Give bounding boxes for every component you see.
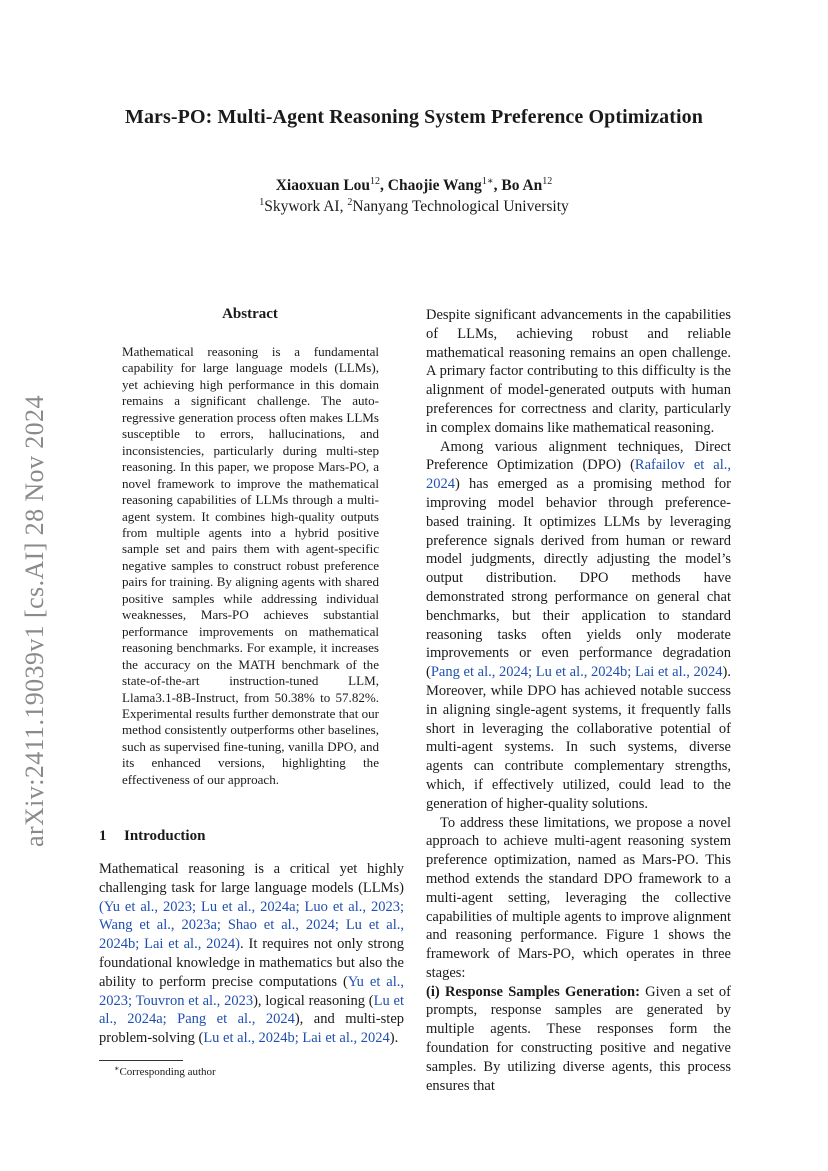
- citation-link[interactable]: Lu et al., 2024b; Lai et al., 2024: [203, 1030, 390, 1047]
- footnote-rule: [99, 1060, 183, 1061]
- arxiv-stamp: arXiv:2411.19039v1 [cs.AI] 28 Nov 2024: [20, 395, 49, 847]
- affil-mark: 2: [347, 197, 353, 208]
- bold-run: (i) Response Samples Generation:: [426, 983, 640, 1000]
- author-affil-mark: 1∗: [481, 176, 494, 187]
- left-column-body: [99, 860, 404, 1048]
- section-heading-introduction: [99, 828, 205, 845]
- abstract-heading: Abstract: [222, 306, 278, 322]
- author-name: Chaojie Wang: [387, 177, 482, 194]
- text-run: Mathematical reasoning is a critical yet highly challenging task for large language models (LLMs): [99, 861, 404, 896]
- footnote: [114, 1064, 216, 1078]
- text-run: ) has emerged as a promising method for improving model behavior through preference-based training. It optimizes LLMs by leveraging preference signals derived from human or reward model judgments, directly adjusting the model’s output distribution. DPO methods have demonstrated strong performance on general chat benchmarks, but their application to standard reasoning tasks often yields only moderate improvements or even performance degradation (: [426, 476, 731, 681]
- affil-mark: 1: [259, 197, 265, 208]
- author-list: Xiaoxuan Lou$^{12}$, Chaojie Wang$^{1∗}$, Bo An$^{12}$: [275, 176, 553, 194]
- footnote-mark: ∗: [114, 1064, 120, 1073]
- author-name: Xiaoxuan Lou: [275, 177, 371, 194]
- author-name: Bo An: [501, 177, 543, 194]
- right-column-body: [426, 306, 731, 1095]
- text-run: Despite significant advancements in the capabilities of LLMs, achieving robust and reliable mathematical reasoning remains an open challenge. A primary factor contributing to this difficulty is the alignment of model-generated outputs with human preferences for correctness and clarity, particularly in complex domains like mathematical reasoning.: [426, 307, 731, 436]
- affiliation-name: Skywork AI: [264, 198, 340, 215]
- citation-link[interactable]: Pang et al., 2024; Lu et al., 2024b; Lai et al., 2024: [430, 664, 723, 681]
- affiliation-list: $^1$Skywork AI, $^2$Nanyang Technological University: [259, 197, 569, 215]
- citation-link[interactable]: Yu et al., 2023; Touvron et al., 2023: [99, 973, 405, 1009]
- affiliation-name: Nanyang Technological University: [352, 198, 569, 215]
- paragraph: [426, 983, 731, 1096]
- section-number: 1: [99, 828, 107, 844]
- author-affil-mark: 12: [542, 176, 553, 187]
- text-run: ), and multi-step problem-solving (: [99, 1011, 404, 1047]
- text-run: ).: [389, 1030, 399, 1047]
- text-run: To address these limitations, we propose a novel approach to achieve multi-agent reasoning system preference optimization, named as Mars-PO. This method extends the standard DPO framework to a multi-agent setting, leveraging the collective capabilities of multiple agents to improve alignment and reasoning performance. Figure 1 shows the framework of Mars-PO, which operates in three stages:: [426, 814, 731, 981]
- paragraph: [426, 814, 731, 983]
- section-title: Introduction: [124, 828, 206, 844]
- text-run: ). Moreover, while DPO has achieved notable success in aligning single-agent systems, it frequently falls short in leveraging the collaborative potential of multi-agent systems. In such systems, diverse agents can contribute complementary strengths, which, if effectively utilized, could lead to the generation of higher-quality solutions.: [426, 664, 731, 812]
- citation-link[interactable]: Rafailov et al., 2024: [426, 457, 731, 493]
- paragraph: [426, 306, 731, 438]
- citation-link[interactable]: Lu et al., 2024a; Pang et al., 2024: [99, 992, 404, 1028]
- citation-link[interactable]: (Yu et al., 2023; Lu et al., 2024a; Luo et al., 2023; Wang et al., 2023a; Shao et al., 2024; Lu et al., 2024b; Lai et al., 2024): [99, 898, 404, 953]
- text-run: Among various alignment techniques, Direct Preference Optimization (DPO) (: [426, 438, 731, 474]
- abstract-body: Mathematical reasoning is a fundamental capability for large language models (LLMs), yet achieving high performance in this domain remains a significant challenge. The auto-regressive generation process often makes LLMs susceptible to errors, hallucinations, and inconsistencies, particularly during multi-step reasoning. In this paper, we propose Mars-PO, a novel framework to improve the mathematical reasoning capabilities of LLMs through a multi-agent system. It combines high-quality outputs from multiple agents into a hybrid positive sample set and pairs them with agent-specific negative samples to construct robust preference pairs for training. By aligning agents with shared positive samples while addressing individual weaknesses, Mars-PO achieves substantial performance improvements on mathematical reasoning benchmarks. For example, it increases the accuracy on the MATH benchmark of the state-of-the-art instruction-tuned LLM, Llama3.1-8B-Instruct, from 50.38% to 57.82%. Experimental results further demonstrate that our method consistently outperforms other baselines, such as supervised fine-tuning, vanilla DPO, and its enhanced versions, highlighting the effectiveness of our approach.: [122, 344, 379, 787]
- text-run: Given a set of prompts, response samples are generated by multiple agents. These responses form the foundation for constructing positive and negative samples. By utilizing diverse agents, this process ensures that: [426, 983, 731, 1094]
- text-run: ), logical reasoning (: [253, 992, 374, 1009]
- paragraph: [426, 438, 731, 814]
- paper-title: Mars-PO: Multi-Agent Reasoning System Preference Optimization: [124, 106, 704, 128]
- author-affil-mark: 12: [370, 176, 381, 187]
- footnote-text: Corresponding author: [119, 1066, 216, 1078]
- text-run: . It requires not only strong foundational knowledge in mathematics but also the ability to perform precise computations (: [99, 936, 404, 990]
- paragraph: [99, 860, 404, 1048]
